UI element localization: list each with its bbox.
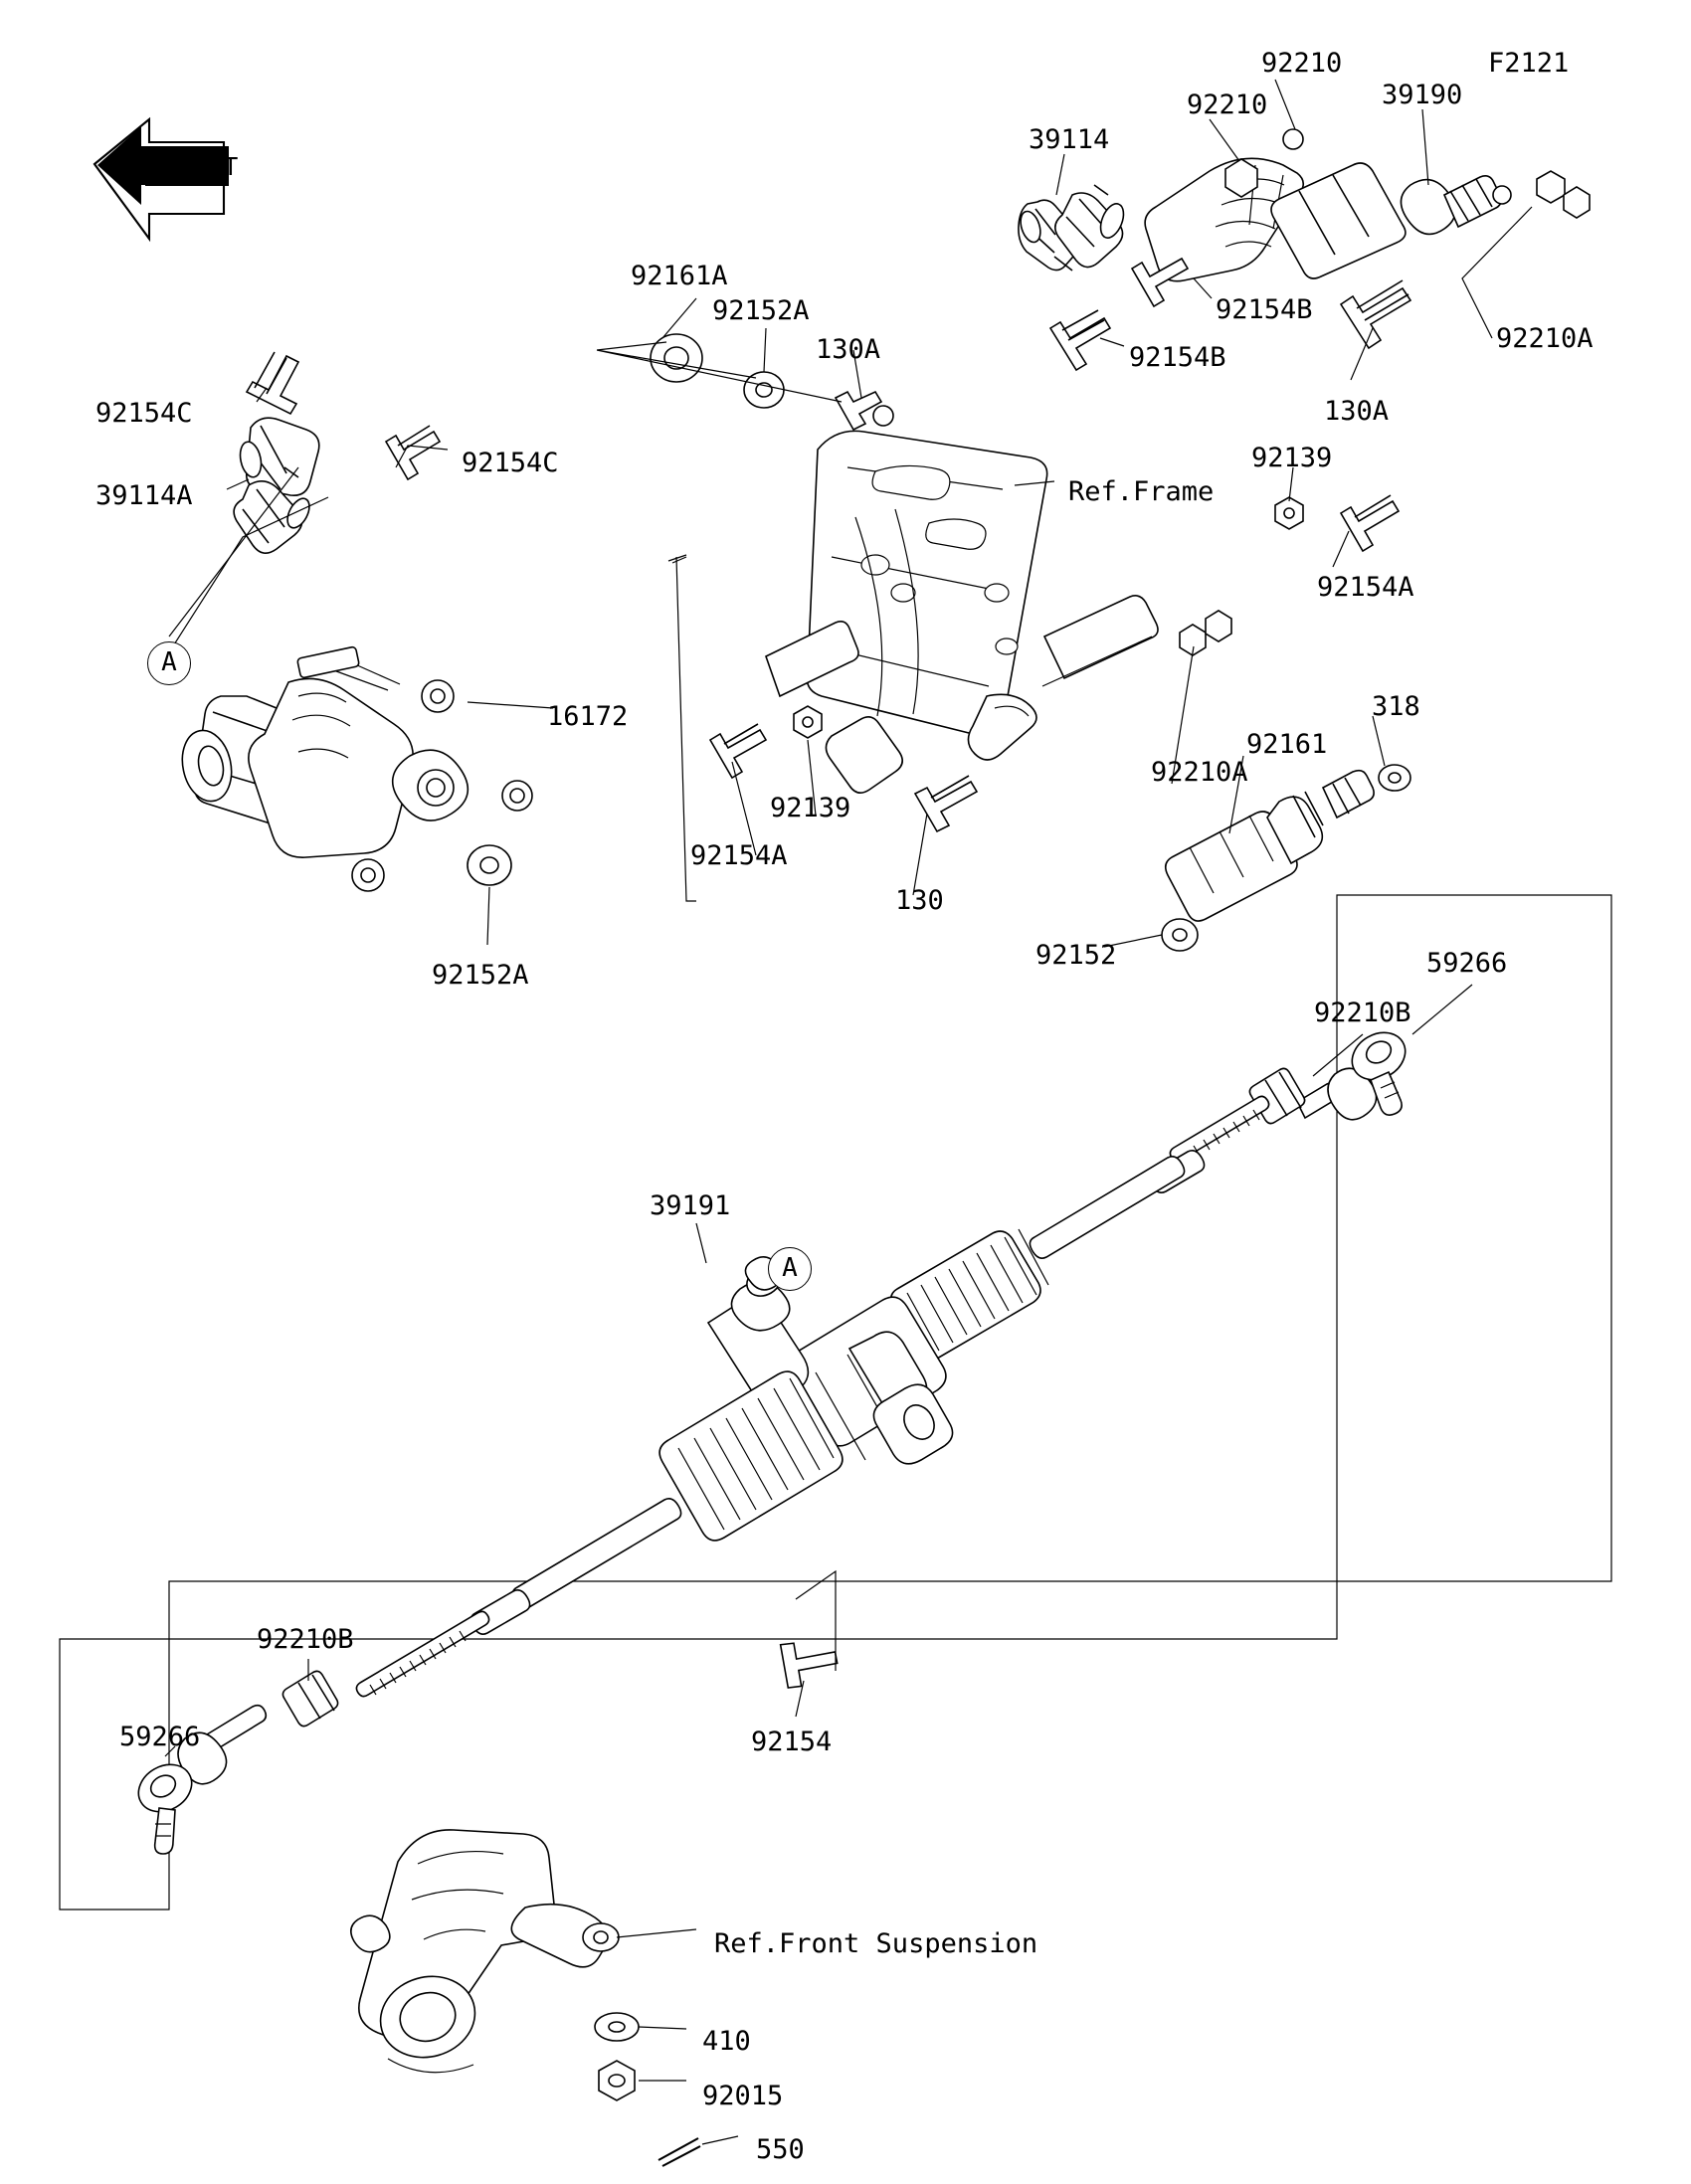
front-arrow-text: FRONT: [151, 152, 242, 181]
part-label-130A-1: 130A: [816, 334, 881, 365]
part-label-92154A-2: 92154A: [690, 840, 788, 871]
ref-frame-label: Ref.Frame: [1068, 476, 1215, 507]
part-label-130: 130: [895, 885, 944, 916]
part-label-550: 550: [756, 2134, 805, 2165]
part-label-92210B-1: 92210B: [1314, 998, 1411, 1028]
nut-hex: [1537, 171, 1565, 203]
part-label-92210-a: 92210: [1261, 48, 1343, 79]
part-label-92210B-2: 92210B: [257, 1624, 354, 1655]
part-label-92154C-1: 92154C: [95, 398, 193, 429]
part-label-92154A-1: 92154A: [1317, 572, 1414, 603]
electric-power-steering-motor-16172: [176, 646, 532, 891]
part-label-92152A-2: 92152A: [432, 960, 529, 991]
part-label-410: 410: [702, 2026, 751, 2057]
callout-a-left: A: [147, 641, 191, 685]
part-label-39114A: 39114A: [95, 480, 193, 511]
diagram-code: F2121: [1488, 48, 1570, 79]
part-label-92154B-1: 92154B: [1216, 294, 1313, 325]
part-label-92152A-1: 92152A: [712, 295, 810, 326]
callout-a-rack: A: [768, 1247, 812, 1291]
part-label-92154C-2: 92154C: [462, 448, 559, 478]
lower-universal-joint-39114a: [234, 352, 440, 553]
part-label-92210A-1: 92210A: [1496, 323, 1594, 354]
ref-front-suspension-label: Ref.Front Suspension: [714, 1928, 1038, 1959]
leader-lines-left-joint: [169, 388, 448, 652]
part-label-92154B-2: 92154B: [1129, 342, 1226, 373]
part-label-39114: 39114: [1029, 124, 1110, 155]
part-label-130A-2: 130A: [1324, 396, 1390, 427]
part-label-92139-2: 92139: [770, 793, 851, 823]
part-label-92152: 92152: [1035, 940, 1117, 971]
part-label-16172: 16172: [547, 701, 629, 732]
part-label-92161A: 92161A: [631, 261, 728, 291]
part-label-92210A-2: 92210A: [1151, 757, 1248, 788]
steering-damper-92161: [1166, 771, 1374, 921]
part-label-92210-b: 92210: [1187, 90, 1268, 120]
part-label-39190: 39190: [1382, 80, 1463, 110]
part-label-59266-2: 59266: [119, 1722, 201, 1752]
nut-hex: [1564, 187, 1590, 218]
part-label-59266-1: 59266: [1426, 948, 1508, 979]
part-label-92154: 92154: [751, 1727, 833, 1757]
part-label-318: 318: [1372, 691, 1420, 722]
part-label-92161: 92161: [1246, 729, 1328, 760]
front-suspension-knuckle: [351, 1830, 700, 2166]
part-label-39191: 39191: [650, 1190, 731, 1221]
bolt-head: [1283, 129, 1303, 149]
part-label-92139-1: 92139: [1251, 443, 1333, 473]
part-label-92015: 92015: [702, 2081, 784, 2111]
